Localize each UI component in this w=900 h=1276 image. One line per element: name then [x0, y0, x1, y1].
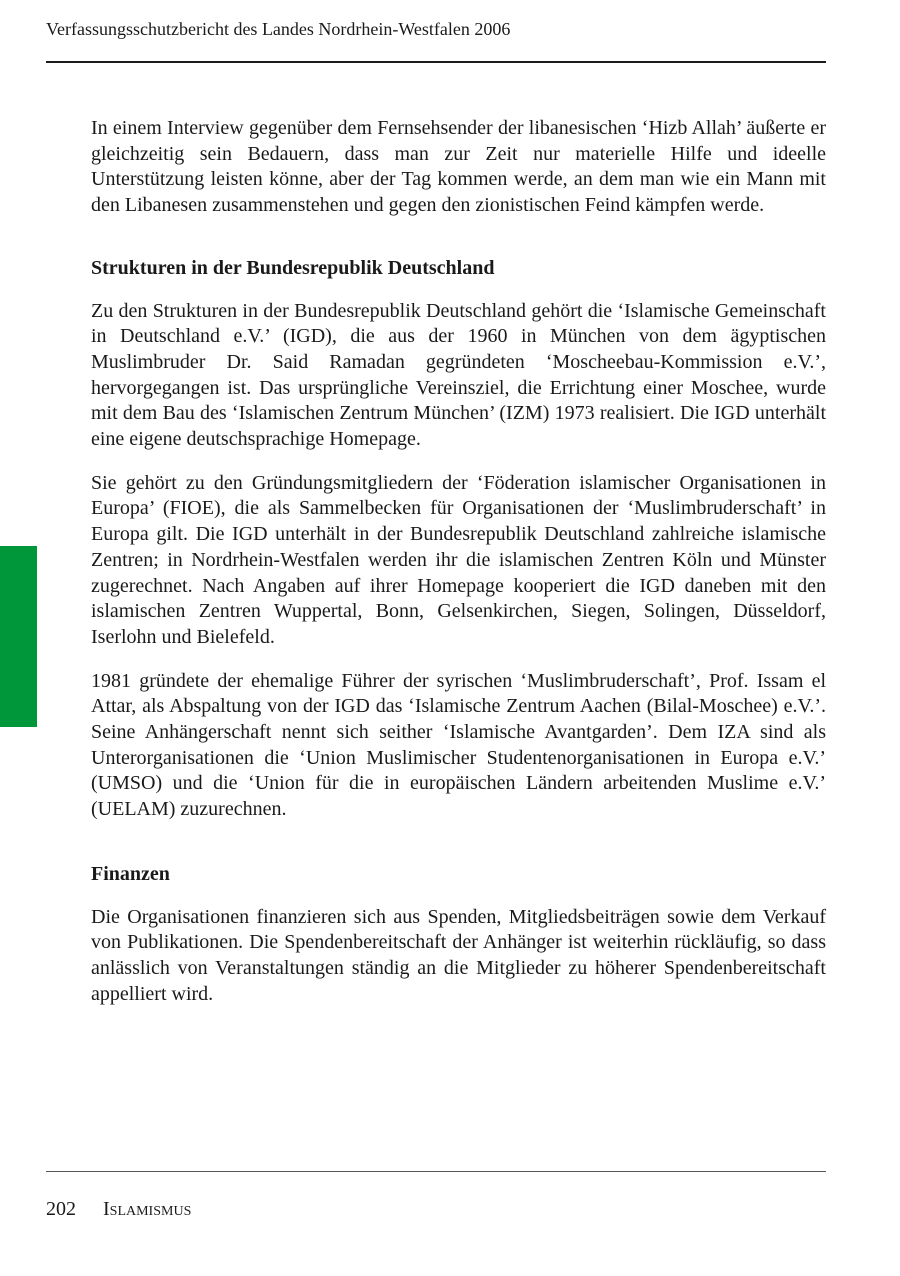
- page-body: [91, 116, 826, 1007]
- section-heading-finances: Finanzen: [91, 862, 170, 885]
- header-divider: [46, 61, 826, 63]
- paragraph-structures-2: Sie gehört zu den Gründungsmitgliedern der ‘Föderation islamischer Organisationen in Europa’ (FIOE), die als Sammelbecken für Organisationen der ‘Muslimbruderschaft’ in Europa gilt. Die IGD unterhält in der Bundesrepublik Deutschland zahlreiche islamische Zentren; in Nordrhein-Westfalen werden ihr die islamischen Zentren Köln und Münster zugerechnet. Nach Angaben auf ihrer Homepage kooperiert die IGD daneben mit den islamischen Zentren Wuppertal, Bonn, Gelsenkirchen, Siegen, Solingen, Düsseldorf, Iserlohn und Bielefeld.: [91, 471, 826, 648]
- page-footer: [46, 1197, 191, 1221]
- running-header: Verfassungsschutzbericht des Landes Nordrhein-Westfalen 2006: [46, 19, 511, 39]
- footer-divider: [46, 1171, 826, 1172]
- paragraph-structures-3: 1981 gründete der ehemalige Führer der syrischen ‘Muslimbruderschaft’, Prof. Issam el Attar, als Abspaltung von der IGD das ‘Islamische Zentrum Aachen (Bilal-Moschee) e.V.’. Seine Anhängerschaft nennt sich seither ‘Islamische Avantgarden’. Dem IZA sind als Unterorganisationen die ‘Union Muslimischer Studentenorganisationen in Europa e.V.’ (UMSO) und die ‘Union für die in europäischen Ländern arbeitenden Muslime e.V.’ (UELAM) zuzurechnen.: [91, 669, 826, 821]
- chapter-marker-tab: [0, 546, 37, 727]
- paragraph-finances-1: Die Organisationen finanzieren sich aus Spenden, Mitgliedsbeiträgen sowie dem Verkauf von Publikationen. Die Spendenbereitschaft der Anhänger ist weiterhin rückläufig, so dass anlässlich von Veranstaltungen ständig an die Mitglieder zu höherer Spendenbereitschaft appelliert wird.: [91, 905, 826, 1005]
- section-heading-structures: Strukturen in der Bundesrepublik Deutschland: [91, 256, 495, 279]
- paragraph-structures-1: Zu den Strukturen in der Bundesrepublik Deutschland gehört die ‘Islamische Gemeinschaft in Deutschland e.V.’ (IGD), die aus der 1960 in München von dem ägyptischen Muslimbruder Dr. Said Ramadan gegründeten ‘Moscheebau-Kommission e.V.’, hervorgegangen ist. Das ursprüngliche Vereinsziel, die Errichtung einer Moschee, wurde mit dem Bau des ‘Islamischen Zentrum München’ (IZM) 1973 realisiert. Die IGD unterhält eine eigene deutschsprachige Homepage.: [91, 299, 826, 451]
- footer-section-name: Islamismus: [103, 1198, 192, 1220]
- intro-paragraph: In einem Interview gegenüber dem Fernsehsender der libanesischen ‘Hizb Allah’ äußerte er gleichzeitig sein Bedauern, dass man zur Zeit nur materielle Hilfe und ideelle Unterstützung leisten könne, aber der Tag kommen werde, an dem man wie ein Mann mit den Libanesen zusammenstehen und gegen den zionistischen Feind kämpfen werde.: [91, 117, 826, 217]
- page-number: 202: [46, 1198, 76, 1220]
